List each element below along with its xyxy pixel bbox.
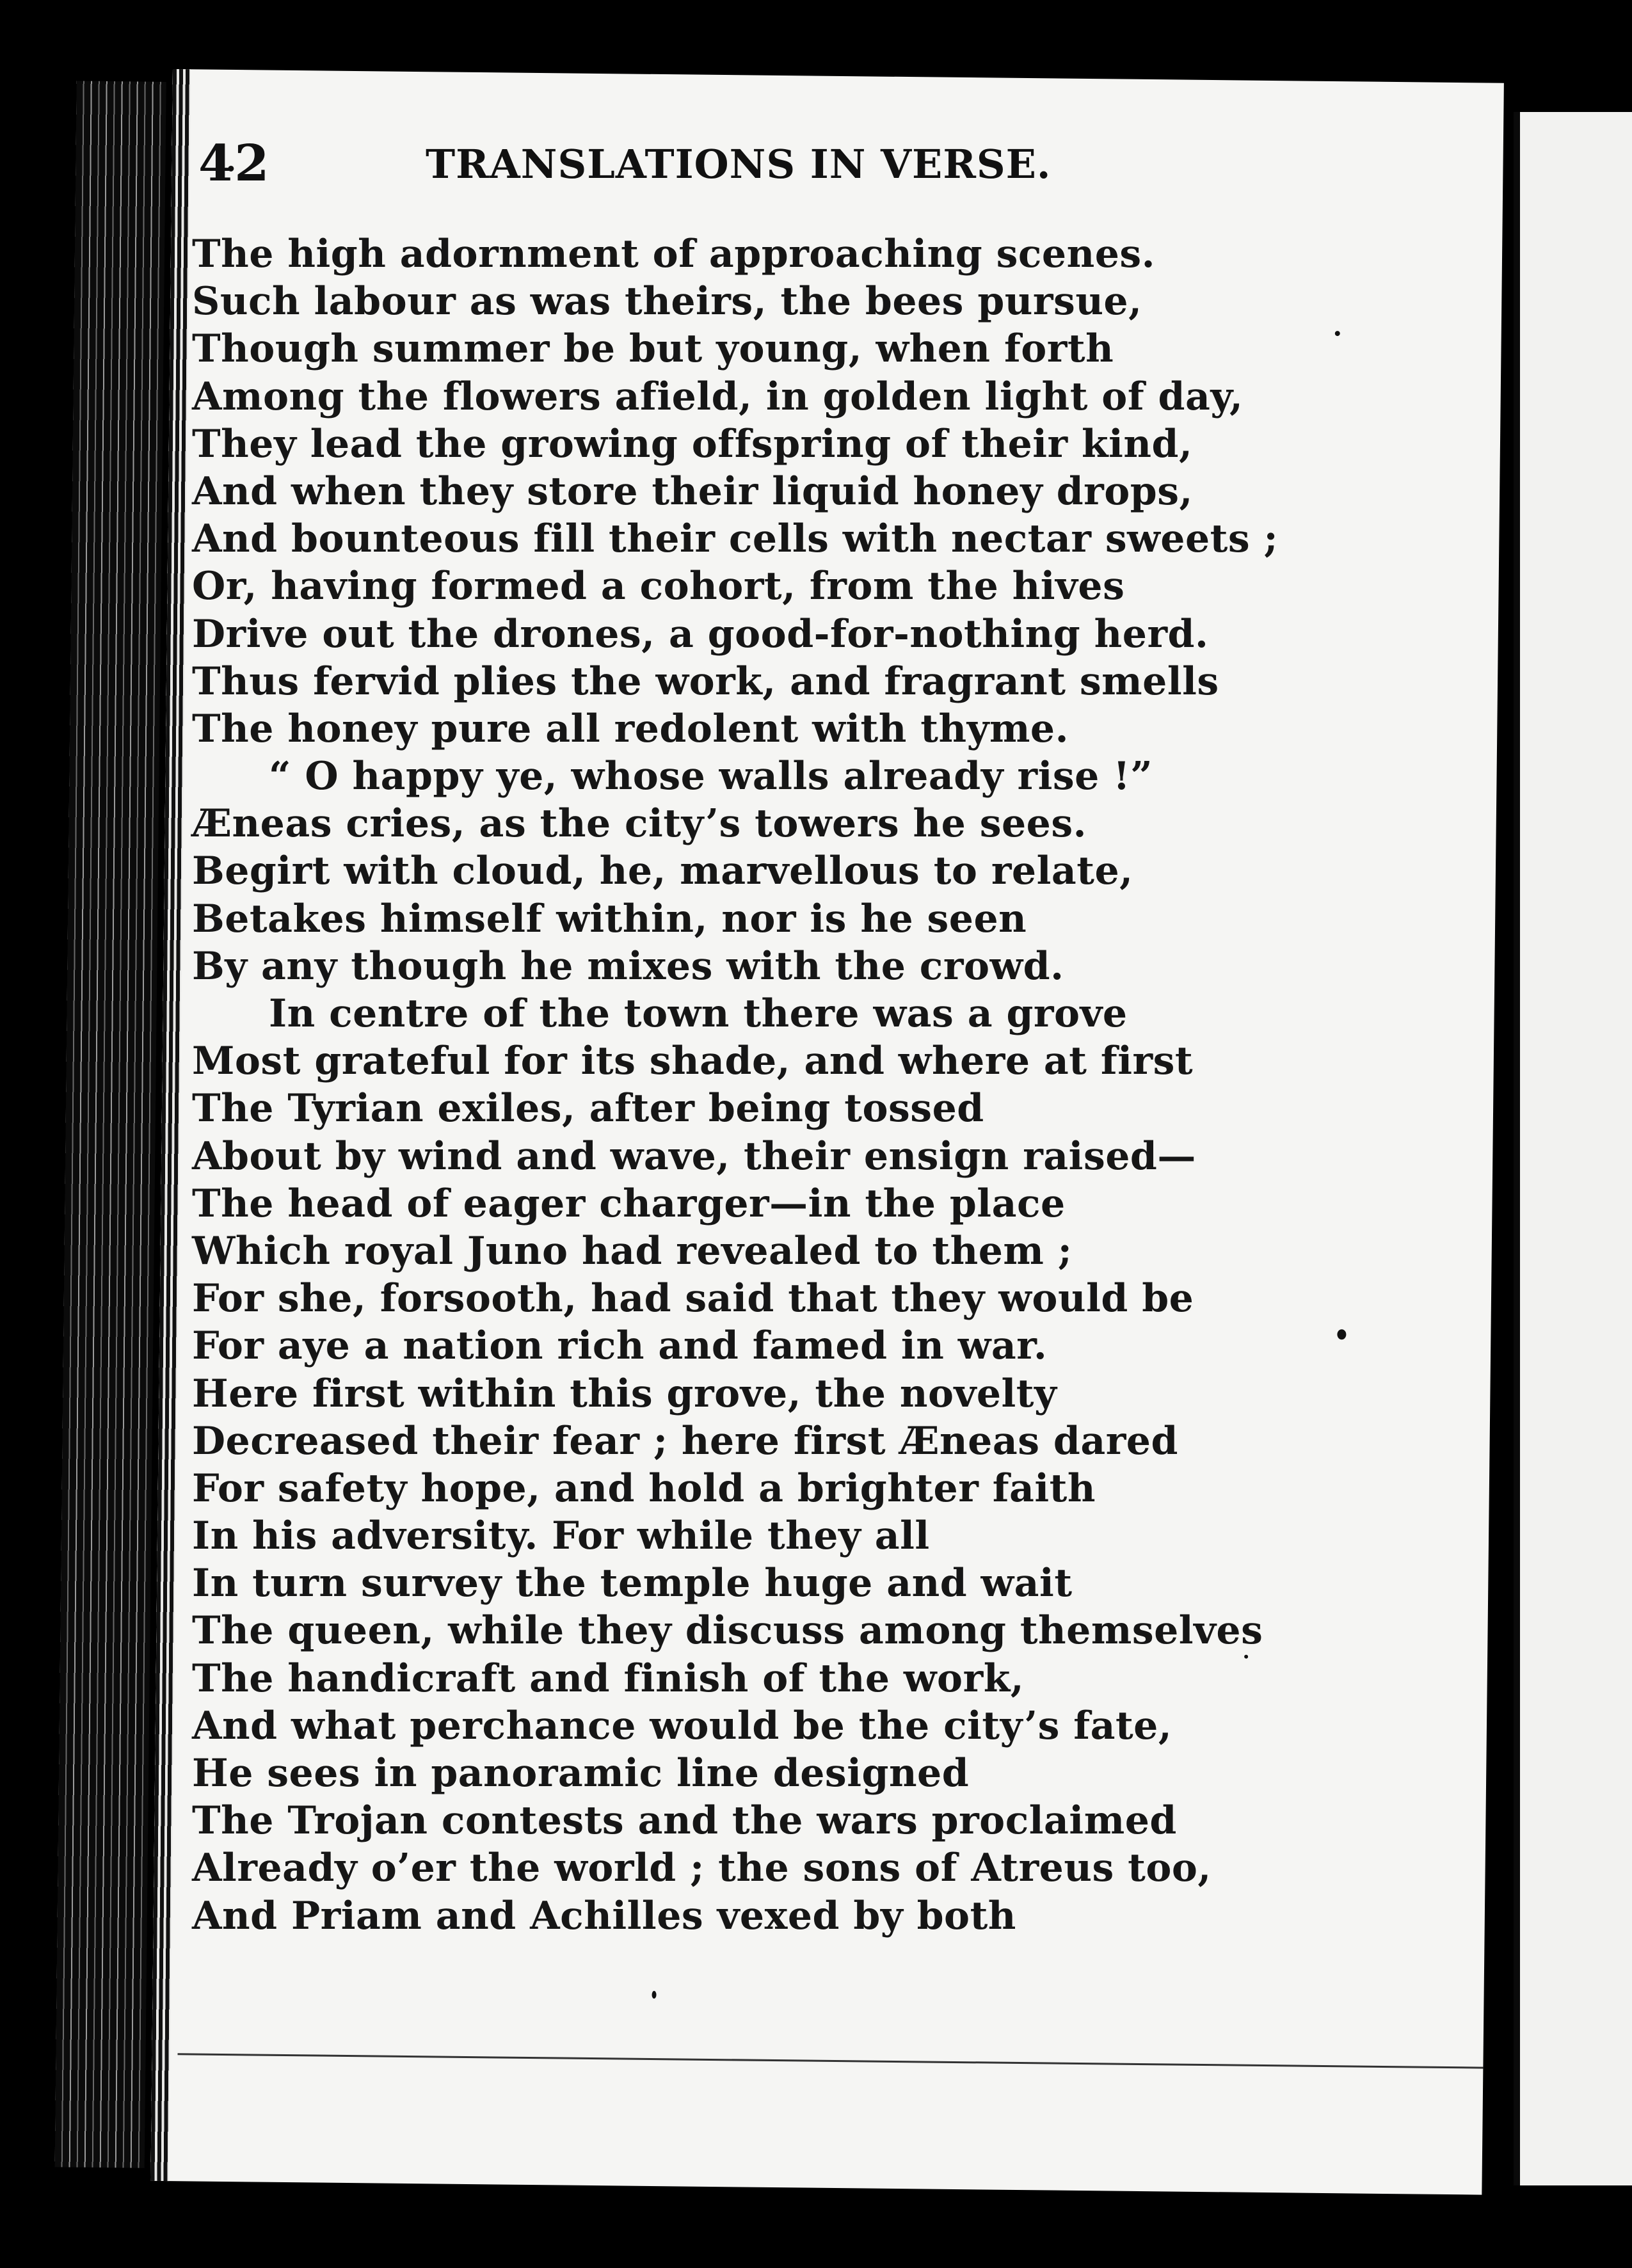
verse-line: Among the flowers afield, in golden light of day, xyxy=(192,374,1244,419)
verse-line: For safety hope, and hold a brighter faith xyxy=(192,1465,1096,1511)
verse-line: “ O happy ye, whose walls already rise !” xyxy=(269,754,1153,799)
verse-line: Begirt with cloud, he, marvellous to relate, xyxy=(192,849,1133,894)
verse-line: In turn survey the temple huge and wait xyxy=(192,1561,1073,1606)
verse-line: And when they store their liquid honey drops, xyxy=(192,468,1193,514)
verse-line: Already o’er the world ; the sons of Atreus too, xyxy=(192,1846,1212,1891)
verse-line: In centre of the town there was a grove xyxy=(269,991,1128,1036)
verse-line: The queen, while they discuss among themselves xyxy=(192,1608,1263,1654)
verse-line: In his adversity. For while they all xyxy=(192,1513,930,1559)
verse-line: Here first within this grove, the novelty xyxy=(192,1371,1057,1416)
verse-line: For she, forsooth, had said that they would be xyxy=(192,1276,1194,1322)
verse-line: He sees in panoramic line designed xyxy=(192,1751,970,1796)
verse-line: Though summer be but young, when forth xyxy=(192,326,1114,372)
verse-line: Decreased their fear ; here first Æneas dared xyxy=(192,1418,1178,1464)
verse-line: Or, having formed a cohort, from the hives xyxy=(192,564,1125,609)
verse-line: By any though he mixes with the crowd. xyxy=(192,943,1064,989)
verse-line: The Tyrian exiles, after being tossed xyxy=(192,1086,984,1131)
verse-line: Such labour as was theirs, the bees pursue, xyxy=(192,279,1142,324)
page-header xyxy=(198,134,1286,205)
verse-line: Most grateful for its shade, and where at first xyxy=(192,1039,1194,1084)
verse-line: Thus fervid plies the work, and fragrant smells xyxy=(192,659,1219,704)
page-number: 42 xyxy=(198,134,271,193)
verse-line: For aye a nation rich and famed in war. xyxy=(192,1323,1048,1369)
facing-page-edge xyxy=(1514,112,1632,2185)
verse-line: The handicraft and finish of the work, xyxy=(192,1656,1025,1701)
bottom-margin-rule xyxy=(178,2053,1484,2068)
verse-line: Betakes himself within, nor is he seen xyxy=(192,896,1027,941)
verse-body xyxy=(192,230,1280,1940)
verse-line: And Priam and Achilles vexed by both xyxy=(192,1893,1016,1938)
running-title: TRANSLATIONS IN VERSE. xyxy=(426,141,1052,188)
verse-line: The head of eager charger—in the place xyxy=(192,1181,1066,1226)
verse-line: Drive out the drones, a good-for-nothing herd. xyxy=(192,611,1209,657)
verse-line: Which royal Juno had revealed to them ; xyxy=(192,1228,1073,1274)
verse-line: The honey pure all redolent with thyme. xyxy=(192,706,1069,751)
verse-line: They lead the growing offspring of their kind, xyxy=(192,421,1193,467)
verse-line: The Trojan contests and the wars proclaimed xyxy=(192,1798,1177,1844)
verse-line: The high adornment of approaching scenes. xyxy=(192,232,1156,276)
verse-line: And bounteous fill their cells with nectar sweets ; xyxy=(192,516,1279,562)
verse-line: About by wind and wave, their ensign raised— xyxy=(192,1133,1196,1179)
verse-line: Æneas cries, as the city’s towers he sees. xyxy=(192,801,1087,847)
verse-line: And what perchance would be the city’s fate, xyxy=(192,1703,1172,1748)
